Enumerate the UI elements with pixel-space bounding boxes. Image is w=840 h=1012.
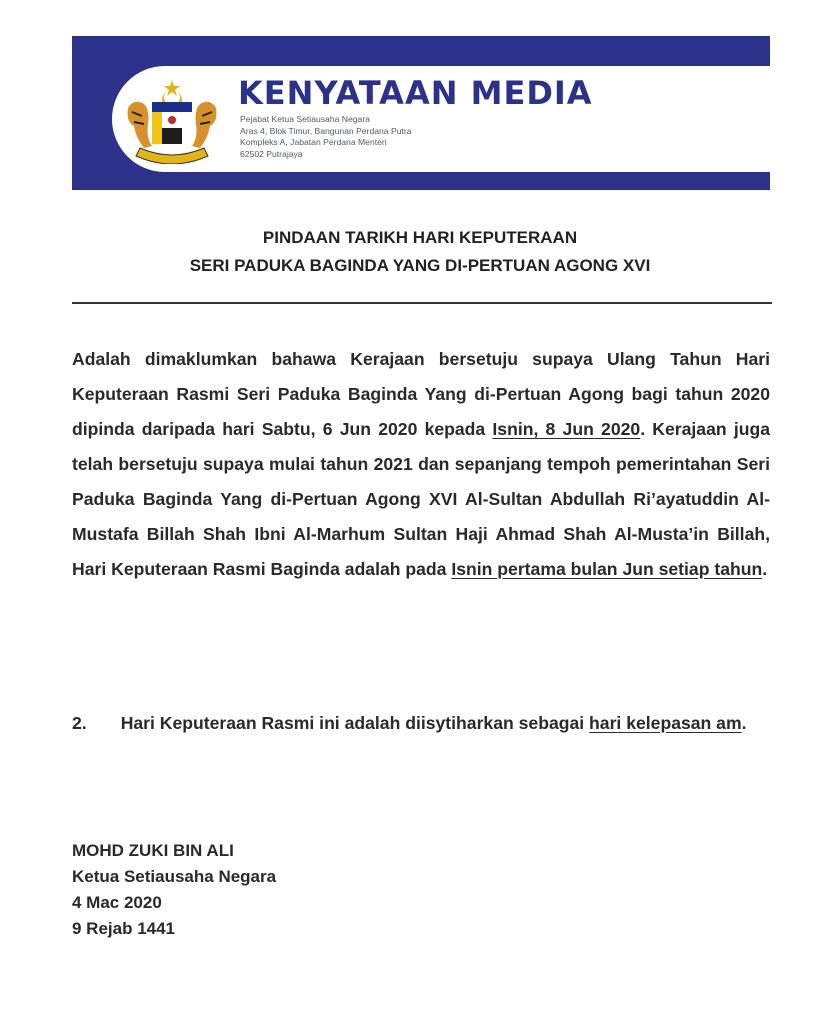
- heading-divider: [72, 302, 772, 304]
- office-address: [240, 114, 412, 160]
- highlight-new-date: Isnin, 8 Jun 2020: [492, 419, 641, 439]
- media-statement-banner: [72, 36, 770, 190]
- paragraph-1-text: . Kerajaan juga telah bersetuju supaya mulai tahun 2021 dan sepanjang tempoh pemerintahan Seri Paduka Baginda Yang di-Pertuan Agong XVI Al-Sultan Abdullah Ri’ayatuddin Al-Mustafa Billah Shah Ibni Al-Marhum Sultan Haji Ahmad Shah Al-Musta’in Billah, Hari Keputeraan Rasmi Baginda adalah pada: [72, 419, 770, 579]
- banner-title: KENYATAAN MEDIA: [238, 74, 593, 112]
- paragraph-1: [72, 342, 770, 587]
- statement-heading-line1: PINDAAN TARIKH HARI KEPUTERAAN: [262, 228, 578, 247]
- address-line: 62502 Putrajaya: [240, 148, 303, 159]
- paragraph-2-text: Hari Keputeraan Rasmi ini adalah diisytiharkan sebagai: [120, 713, 590, 733]
- coat-of-arms-icon: [122, 78, 222, 164]
- signatory-name: MOHD ZUKI BIN ALI: [72, 841, 234, 860]
- paragraph-1-end: .: [762, 559, 768, 579]
- paragraph-1-text: Adalah dimaklumkan bahawa Kerajaan bersetuju supaya Ulang Tahun Hari Keputeraan Rasmi Seri Paduka Baginda Yang di-Pertuan Agong bagi tahun 2020 dipinda daripada hari Sabtu, 6 Jun 2020 kepada: [72, 349, 770, 439]
- statement-date: 4 Mac 2020: [72, 893, 162, 912]
- signature-block: [72, 838, 276, 942]
- paragraph-2-number: 2.: [72, 713, 87, 733]
- address-line: Pejabat Ketua Setiausaha Negara: [240, 114, 370, 124]
- paragraph-2: [72, 706, 770, 741]
- address-line: Kompleks A, Jabatan Perdana Menteri: [240, 137, 387, 147]
- statement-heading-line2: SERI PADUKA BAGINDA YANG DI-PERTUAN AGONG XVI: [189, 256, 651, 275]
- signatory-title: Ketua Setiausaha Negara: [72, 867, 277, 886]
- highlight-public-holiday: hari kelepasan am: [589, 713, 742, 733]
- highlight-annual-rule: Isnin pertama bulan Jun setiap tahun: [451, 559, 763, 579]
- statement-hijri-date: 9 Rejab 1441: [72, 919, 176, 938]
- paragraph-2-end: .: [741, 713, 747, 733]
- address-line: Aras 4, Blok Timur, Bangunan Perdana Putra: [240, 125, 412, 136]
